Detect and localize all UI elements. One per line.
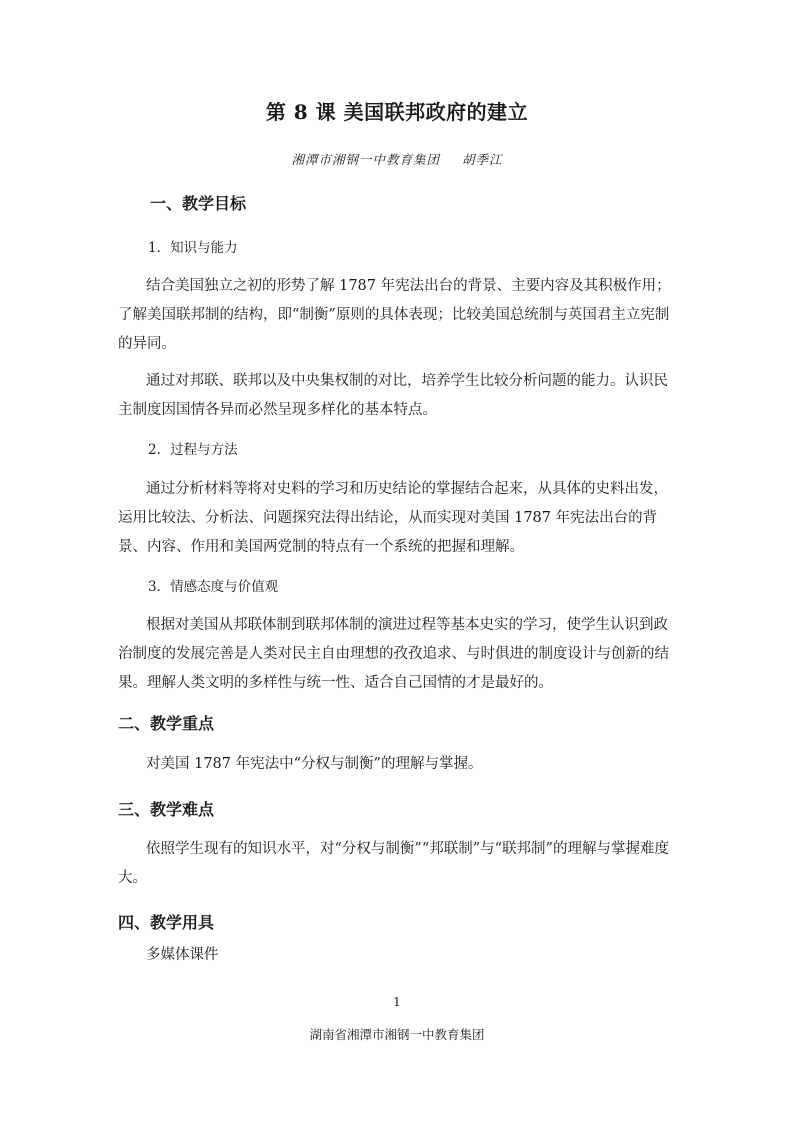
section-heading-difficulties: 三、教学难点 [118,800,215,819]
author-name: 胡季江 [462,152,503,167]
paragraph-teaching-aids: 多媒体课件 [146,947,219,963]
section-heading-objectives: 一、教学目标 [150,194,247,213]
paragraph-values: 根据对美国从邦联体制到联邦体制的演进过程等基本史实的学习，使学生认识到政治制度的发展完善是人类对民主自由理想的孜孜追求、与时俱进的制度设计与创新的结果。理解人类文明的多样性与统一性、适合自己国情的才是最好的。 [118,617,669,691]
author-line [0,150,794,168]
paragraph-key-points: 对美国 1787 年宪法中“分权与制衡”的理解与掌握。 [146,756,483,772]
subheading-knowledge: 1．知识与能力 [148,240,238,256]
paragraph-process: 通过分析材料等将对史料的学习和历史结论的掌握结合起来，从具体的史料出发，运用比较法、分析法、问题探究法得出结论，从而实现对美国 1787 年宪法出台的背景、内容、作用和美国两党制的特点有一个系统的把握和理解。 [118,481,668,555]
section-heading-teaching-aids: 四、教学用具 [118,913,215,932]
paragraph-knowledge-2: 通过对邦联、联邦以及中央集权制的对比，培养学生比较分析问题的能力。认识民主制度因国情各异而必然呈现多样化的基本特点。 [118,373,668,418]
subheading-process: 2．过程与方法 [148,442,238,458]
section-heading-key-points: 二、教学重点 [118,714,215,733]
paragraph-knowledge-1: 结合美国独立之初的形势了解 1787 年宪法出台的背景、主要内容及其积极作用；了解美国联邦制的结构，即“制衡”原则的具体表现；比较美国总统制与英国君主立宪制的异同。 [118,278,671,352]
page-title: 第 8 课 美国联邦政府的建立 [265,100,529,124]
paragraph-difficulties: 依照学生现有的知识水平，对“分权与制衡”“邦联制”与“联邦制”的理解与掌握难度大。 [118,841,669,886]
subheading-values: 3．情感态度与价值观 [148,579,279,595]
footer-org: 湖南省湘潭市湘钢一中教育集团 [309,1027,485,1042]
page-number: 1 [393,995,401,1009]
author-org: 湘潭市湘钢一中教育集团 [291,152,440,167]
